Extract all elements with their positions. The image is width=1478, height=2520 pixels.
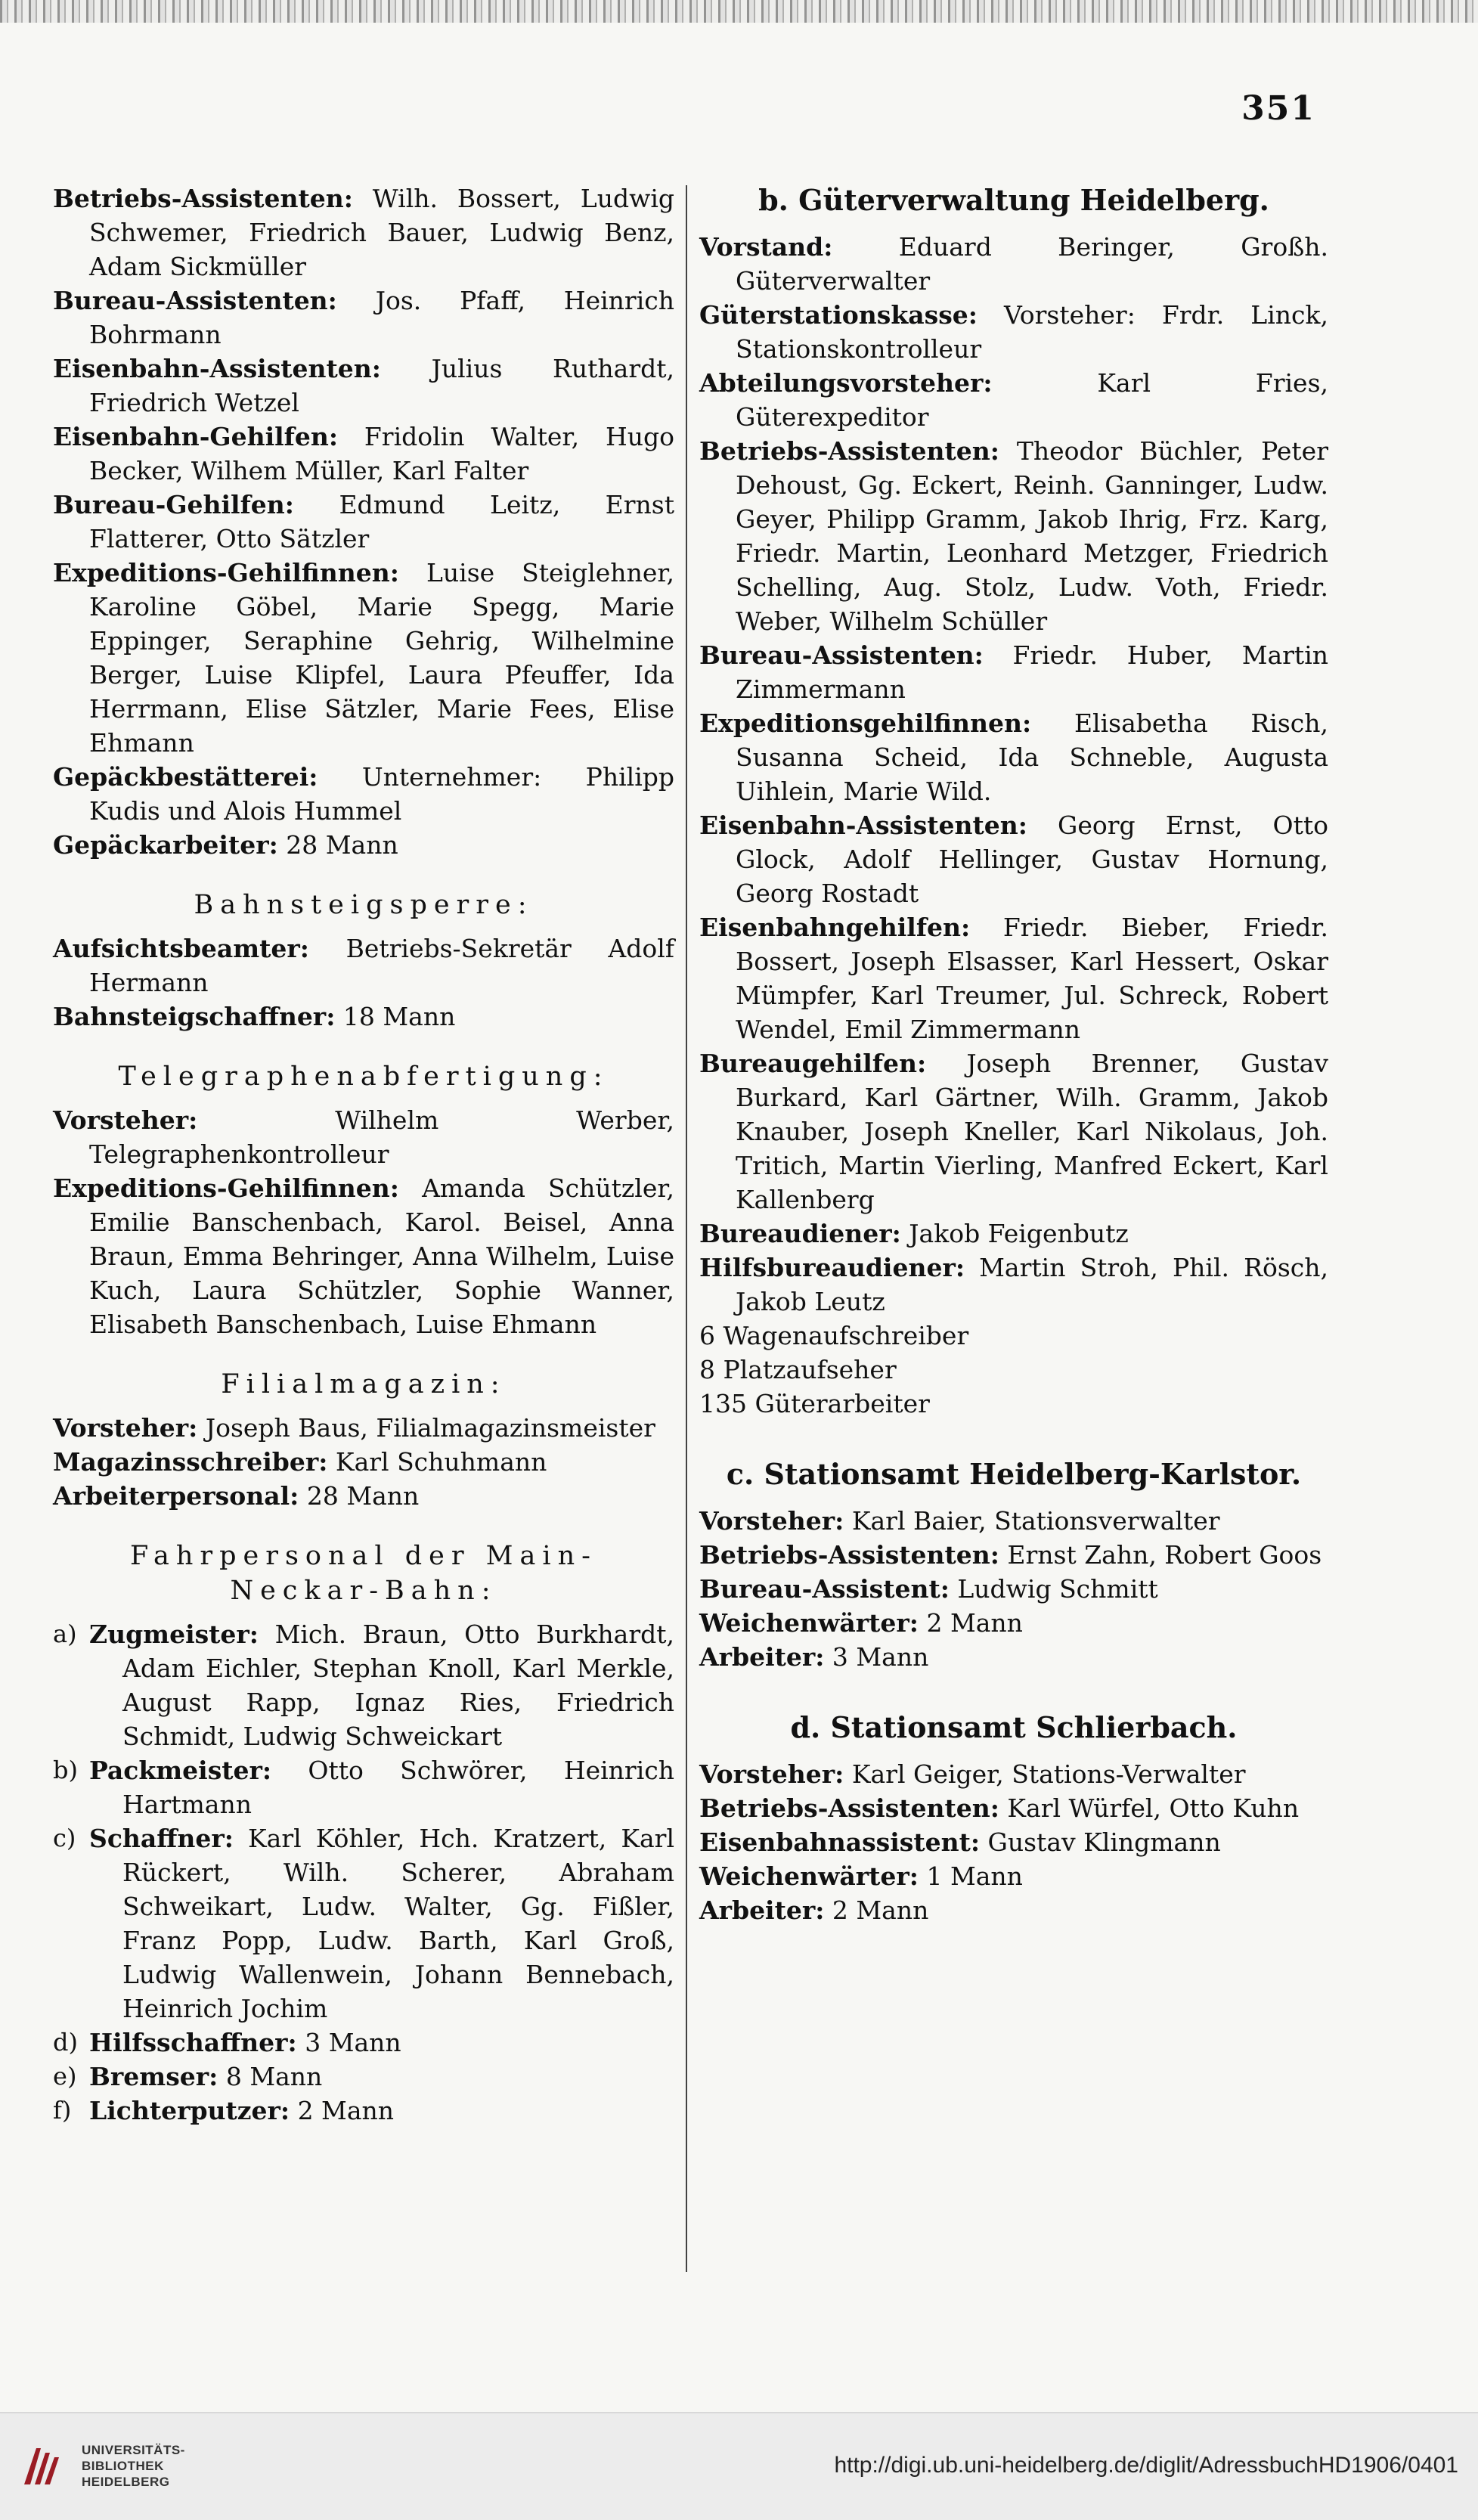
entry-names: 8 Mann — [218, 2062, 323, 2091]
entry-role: Vorstand: — [699, 232, 833, 262]
directory-entry — [53, 420, 674, 488]
entry-role: Bureaudiener: — [699, 1219, 901, 1248]
entry-role: Bahnsteigschaffner: — [53, 1002, 336, 1031]
heading-filialmagazin: Filialmagazin: — [221, 1369, 507, 1399]
entry-role: Arbeiter: — [699, 1642, 825, 1672]
fahrpersonal-list — [53, 1617, 674, 2128]
library-name-line-1: UNIVERSITÄTS- — [82, 2443, 185, 2457]
entry-names: 135 Güterarbeiter — [699, 1389, 930, 1418]
directory-entry — [89, 1617, 674, 1753]
directory-entry — [699, 638, 1328, 706]
directory-entry — [53, 931, 674, 1000]
entry-role: Eisenbahnassistent: — [699, 1827, 981, 1857]
enumerated-entry — [53, 2060, 674, 2094]
entry-names: Wilhelm Werber, Telegraphenkontrolleur — [89, 1105, 674, 1169]
enum-label: c) — [53, 1824, 76, 1852]
entry-names: Friedr. Huber, Martin Zimmermann — [736, 640, 1328, 704]
directory-entry — [699, 1353, 1328, 1387]
entry-names: Jakob Feigenbutz — [900, 1219, 1129, 1248]
entry-role: Bremser: — [89, 2062, 218, 2091]
directory-entry — [89, 2026, 674, 2060]
enumerated-entry — [53, 2026, 674, 2060]
directory-entry — [699, 1538, 1328, 1572]
directory-entry — [699, 706, 1328, 808]
directory-entry — [53, 1411, 674, 1445]
entry-role: Betriebs-Assistenten: — [699, 1793, 999, 1823]
enum-label: e) — [53, 2062, 77, 2091]
staff-block-1 — [53, 181, 674, 862]
entry-names: Wilh. Bossert, Ludwig Schwemer, Friedrich Bauer, Ludwig Benz, Adam Sickmüller — [89, 184, 674, 281]
column-divider — [686, 185, 687, 2272]
entry-names: Karl Baier, Stationsverwalter — [844, 1506, 1220, 1536]
entry-role: Magazinsschreiber: — [53, 1447, 328, 1477]
entry-names: Karl Köhler, Hch. Kratzert, Karl Rückert, Wilh. Scherer, Abraham Schweikart, Ludw. Walter, Gg. Fißler, Franz Popp, Ludw. Barth, Karl Groß, Ludwig Wallenwein, Johann Bennebach, Heinrich Jochim — [122, 1824, 674, 2023]
directory-entry — [53, 181, 674, 284]
directory-entry — [53, 352, 674, 420]
entry-role: Vorsteher: — [53, 1413, 198, 1443]
left-column — [53, 181, 674, 2128]
enumerated-entry — [53, 1753, 674, 1821]
section-b-list — [699, 230, 1328, 1421]
entry-names: Joseph Brenner, Gustav Burkard, Karl Gärtner, Wilh. Gramm, Jakob Knauber, Joseph Kneller, Karl Nikolaus, Joh. Tritich, Martin Vierling, Manfred Eckert, Karl Kallenberg — [736, 1049, 1328, 1214]
entry-role: Bureaugehilfen: — [699, 1049, 927, 1078]
entry-role: Betriebs-Assistenten: — [699, 1540, 999, 1570]
enum-label: f) — [53, 2096, 72, 2125]
directory-entry — [53, 760, 674, 828]
directory-entry — [699, 1387, 1328, 1421]
university-library-logo — [17, 2439, 71, 2494]
directory-entry — [699, 1893, 1328, 1927]
entry-names: 2 Mann — [918, 1608, 1023, 1638]
directory-entry — [699, 1791, 1328, 1825]
entry-role: Eisenbahn-Assistenten: — [699, 811, 1027, 840]
entry-names: Karl Schuhmann — [327, 1447, 547, 1477]
directory-entry — [699, 366, 1328, 434]
entry-names: Eduard Beringer, Großh. Güterverwalter — [736, 232, 1328, 296]
staff-block-4 — [53, 1411, 674, 1513]
entry-names: Fridolin Walter, Hugo Becker, Wilhem Müller, Karl Falter — [89, 422, 674, 485]
entry-names: Joseph Baus, Filialmagazinsmeister — [197, 1413, 655, 1443]
entry-names: 2 Mann — [290, 2096, 395, 2125]
footer-bar — [0, 2412, 1478, 2520]
entry-names: 2 Mann — [824, 1895, 929, 1925]
library-name — [82, 2442, 185, 2490]
entry-role: Eisenbahn-Gehilfen: — [53, 422, 339, 451]
directory-entry — [53, 556, 674, 760]
entry-role: Packmeister: — [89, 1756, 272, 1785]
directory-entry — [699, 1504, 1328, 1538]
entry-role: Zugmeister: — [89, 1620, 259, 1649]
entry-role: Vorsteher: — [53, 1105, 198, 1135]
section-d-list — [699, 1757, 1328, 1927]
entry-role: Aufsichtsbeamter: — [53, 934, 309, 963]
directory-entry — [699, 1251, 1328, 1319]
directory-entry — [699, 1606, 1328, 1640]
entry-names: 1 Mann — [918, 1861, 1023, 1891]
entry-names: 28 Mann — [299, 1481, 420, 1511]
entry-names: Luise Steiglehner, Karoline Göbel, Marie Spegg, Marie Eppinger, Seraphine Gehrig, Wilhelmine Berger, Luise Klipfel, Laura Pfeuffer, Ida Herrmann, Elise Sätzler, Marie Fees, Elise Ehmann — [89, 558, 674, 758]
entry-names: Otto Schwörer, Heinrich Hartmann — [122, 1756, 674, 1819]
directory-entry — [53, 1171, 674, 1341]
directory-entry — [699, 1046, 1328, 1217]
enum-label: a) — [53, 1620, 77, 1648]
entry-names: Vorsteher: Frdr. Linck, Stationskontrolleur — [736, 300, 1328, 364]
right-column — [699, 181, 1328, 1927]
entry-role: Hilfsbureaudiener: — [699, 1253, 965, 1282]
directory-entry — [89, 1821, 674, 2026]
entry-names: Gustav Klingmann — [980, 1827, 1221, 1857]
enum-label: b) — [53, 1756, 78, 1784]
entry-role: Betriebs-Assistenten: — [53, 184, 353, 213]
directory-entry — [53, 1103, 674, 1171]
enum-label: d) — [53, 2028, 78, 2057]
directory-entry — [699, 434, 1328, 638]
entry-names: 18 Mann — [335, 1002, 456, 1031]
entry-role: Arbeiterpersonal: — [53, 1481, 299, 1511]
entry-role: Weichenwärter: — [699, 1861, 919, 1891]
entry-names: 3 Mann — [296, 2028, 401, 2057]
entry-names: Georg Ernst, Otto Glock, Adolf Hellinger, Gustav Hornung, Georg Rostadt — [736, 811, 1328, 908]
entry-names: Theodor Büchler, Peter Dehoust, Gg. Eckert, Reinh. Ganninger, Ludw. Geyer, Philipp Gramm, Jakob Ihrig, Frz. Karg, Friedr. Martin, Leonhard Metzger, Friedrich Schelling, Aug. Stolz, Ludw. Voth, Friedr. Weber, Wilhelm Schüller — [736, 436, 1328, 636]
heading-bahnsteigsperre: Bahnsteigsperre: — [194, 890, 534, 920]
entry-role: Schaffner: — [89, 1824, 234, 1853]
entry-role: Abteilungsvorsteher: — [699, 368, 993, 398]
directory-entry — [699, 1825, 1328, 1859]
staff-block-2 — [53, 931, 674, 1034]
enumerated-entry — [53, 1821, 674, 2026]
staff-block-3 — [53, 1103, 674, 1341]
enumerated-entry — [53, 1617, 674, 1753]
entry-names: 6 Wagenaufschreiber — [699, 1321, 969, 1350]
entry-names: Karl Würfel, Otto Kuhn — [999, 1793, 1300, 1823]
entry-names: Mich. Braun, Otto Burkhardt, Adam Eichler, Stephan Knoll, Karl Merkle, August Rapp, Ignaz Ries, Friedrich Schmidt, Ludwig Schweickart — [122, 1620, 674, 1751]
entry-names: Edmund Leitz, Ernst Flatterer, Otto Sätzler — [89, 490, 674, 553]
entry-names: Betriebs-Sekretär Adolf Hermann — [89, 934, 674, 997]
entry-role: Expeditions-Gehilfinnen: — [53, 1173, 399, 1203]
directory-entry — [53, 284, 674, 352]
directory-entry — [53, 828, 674, 862]
entry-role: Hilfsschaffner: — [89, 2028, 297, 2057]
directory-entry — [699, 1319, 1328, 1353]
entry-names: 3 Mann — [824, 1642, 929, 1672]
directory-entry — [699, 1217, 1328, 1251]
heading-telegraphenabfertigung: Telegraphenabfertigung: — [118, 1062, 609, 1092]
entry-role: Weichenwärter: — [699, 1608, 919, 1638]
entry-names: Ludwig Schmitt — [949, 1574, 1158, 1604]
directory-entry — [699, 910, 1328, 1046]
entry-role: Arbeiter: — [699, 1895, 825, 1925]
entry-names: Unternehmer: Philipp Kudis und Alois Hummel — [89, 762, 674, 826]
directory-entry — [53, 1479, 674, 1513]
directory-entry — [699, 1640, 1328, 1674]
enumerated-entry — [53, 2094, 674, 2128]
section-d-heading: d. Stationsamt Schlierbach. — [790, 1710, 1238, 1744]
directory-entry — [53, 488, 674, 556]
entry-role: Lichterputzer: — [89, 2096, 290, 2125]
section-b-heading: b. Güterverwaltung Heidelberg. — [758, 183, 1269, 217]
entry-role: Güterstationskasse: — [699, 300, 978, 330]
entry-names: Julius Ruthardt, Friedrich Wetzel — [89, 354, 674, 417]
entry-role: Bureau-Assistent: — [699, 1574, 950, 1604]
directory-entry — [89, 1753, 674, 1821]
section-c-list — [699, 1504, 1328, 1674]
entry-role: Bureau-Assistenten: — [699, 640, 984, 670]
entry-role: Eisenbahn-Assistenten: — [53, 354, 381, 383]
directory-entry — [53, 1445, 674, 1479]
directory-entry — [53, 1000, 674, 1034]
entry-names: Friedr. Bieber, Friedr. Bossert, Joseph Elsasser, Karl Hessert, Oskar Mümpfer, Karl Treumer, Jul. Schreck, Robert Wendel, Emil Zimmermann — [736, 913, 1328, 1044]
entry-role: Gepäckarbeiter: — [53, 830, 278, 860]
entry-role: Betriebs-Assistenten: — [699, 436, 999, 466]
entry-role: Vorsteher: — [699, 1759, 844, 1789]
entry-names: Karl Fries, Güterexpeditor — [736, 368, 1328, 432]
entry-role: Vorsteher: — [699, 1506, 844, 1536]
page-number: 351 — [1241, 89, 1315, 128]
entry-role: Gepäckbestätterei: — [53, 762, 318, 792]
directory-entry — [699, 808, 1328, 910]
entry-names: Amanda Schützler, Emilie Banschenbach, Karol. Beisel, Anna Braun, Emma Behringer, Anna Wilhelm, Luise Kuch, Laura Schützler, Sophie Wanner, Elisabeth Banschenbach, Luise Ehmann — [89, 1173, 674, 1339]
entry-names: 8 Platzaufseher — [699, 1355, 897, 1384]
directory-entry — [699, 1757, 1328, 1791]
entry-role: Bureau-Gehilfen: — [53, 490, 294, 519]
entry-role: Expeditions-Gehilfinnen: — [53, 558, 399, 587]
directory-entry — [699, 1572, 1328, 1606]
section-c-heading: c. Stationsamt Heidelberg-Karlstor. — [726, 1457, 1302, 1491]
heading-fahrpersonal: Fahrpersonal der Main-Neckar-Bahn: — [130, 1541, 597, 1606]
library-name-line-2: BIBLIOTHEK — [82, 2459, 164, 2473]
directory-entry — [699, 298, 1328, 366]
entry-names: 28 Mann — [277, 830, 398, 860]
entry-names: Elisabetha Risch, Susanna Scheid, Ida Schneble, Augusta Uihlein, Marie Wild. — [736, 708, 1328, 806]
entry-names: Ernst Zahn, Robert Goos — [999, 1540, 1322, 1570]
entry-role: Bureau-Assistenten: — [53, 286, 337, 315]
directory-entry — [699, 230, 1328, 298]
entry-names: Martin Stroh, Phil. Rösch, Jakob Leutz — [736, 1253, 1328, 1316]
scan-edge — [0, 0, 1478, 23]
source-url-link[interactable]: http://digi.ub.uni-heidelberg.de/diglit/AdressbuchHD1906/0401 — [834, 2453, 1458, 2478]
entry-names: Jos. Pfaff, Heinrich Bohrmann — [89, 286, 674, 349]
directory-entry — [699, 1859, 1328, 1893]
directory-entry — [89, 2060, 674, 2094]
library-name-line-3: HEIDELBERG — [82, 2475, 170, 2489]
entry-role: Eisenbahngehilfen: — [699, 913, 971, 942]
entry-role: Expeditionsgehilfinnen: — [699, 708, 1032, 738]
directory-entry — [89, 2094, 674, 2128]
entry-names: Karl Geiger, Stations-Verwalter — [844, 1759, 1246, 1789]
